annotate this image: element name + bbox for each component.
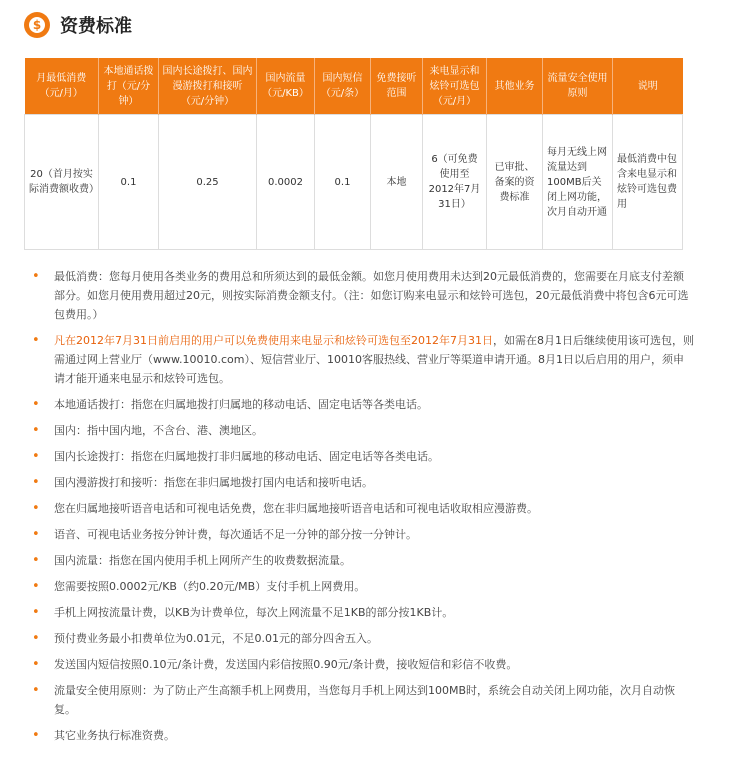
bullet-icon: • — [32, 579, 40, 594]
list-item: • 语音、可视电话业务按分钟计费，每次通话不足一分钟的部分按一分钟计。 — [32, 527, 417, 542]
list-item: • 流量安全使用原则：为了防止产生高额手机上网费用，当您每月手机上网达到100MB时，系统会自动关闭上网功能，次月自动恢复。 — [32, 683, 676, 716]
header-long-distance: 国内长途拨打、国内漫游拨打和接听（元/分钟） — [159, 58, 257, 115]
header-sms: 国内短信（元/条） — [315, 58, 371, 115]
list-item: • 其它业务执行标准资费。 — [32, 728, 175, 743]
list-item: • 本地通话拨打：指您在归属地拨打归属地的移动电话、固定电话等各类电话。 — [32, 397, 428, 412]
bullet-icon: • — [32, 269, 40, 284]
header-free-answer: 免费接听范围 — [371, 58, 423, 115]
list-item: • 国内漫游拨打和接听：指您在非归属地拨打国内电话和接听电话。 — [32, 475, 373, 490]
list-item: • 发送国内短信按照0.10元/条计费，发送国内彩信按照0.90元/条计费，接收短信和彩信不收费。 — [32, 657, 518, 672]
list-item: • 您需要按照0.0002元/KB（约0.20元/MB）支付手机上网费用。 — [32, 579, 366, 594]
list-item: • 最低消费：您每月使用各类业务的费用总和所须达到的最低金额。如您月使用费用未达到20元最低消费的，您需要在月底支付差额部分。如您月使用费用超过20元，则按实际消费金额支付。（注：如您订购来电显示和炫铃可选包，20元最低消费中将包含6元可选包费用。） — [32, 269, 689, 321]
list-item: • 国内长途拨打：指您在归属地拨打非归属地的移动电话、固定电话等各类电话。 — [32, 449, 439, 464]
notes-list — [24, 267, 694, 752]
cell-notes: 最低消费中包含来电显示和炫铃可选包费用 — [613, 115, 683, 250]
header-data: 国内流量（元/KB） — [257, 58, 315, 115]
list-item: • 凡在2012年7月31日前启用的用户可以免费使用来电显示和炫铃可选包至2012年7月31日，如需在8月1日后继续使用该可选包，则需通过网上营业厅（www.10010.com）、短信营业厅、10010客服热线、营业厅等渠道申请开通。8月1日以后启用的用户，须申请才能开通来电显示和炫铃可选包。 — [32, 333, 694, 385]
cell-other: 已审批、备案的资费标准 — [487, 115, 543, 250]
list-item: • 手机上网按流量计费，以KB为计费单位，每次上网流量不足1KB的部分按1KB计。 — [32, 605, 454, 620]
list-item: • 国内流量：指您在国内使用手机上网所产生的收费数据流量。 — [32, 553, 351, 568]
cell-sms: 0.1 — [315, 115, 371, 250]
page-header — [24, 10, 132, 40]
fee-table — [24, 58, 683, 250]
bullet-icon: • — [32, 683, 40, 698]
bullet-icon: • — [32, 728, 40, 743]
coin-dollar-icon — [24, 12, 50, 38]
cell-free-answer: 本地 — [371, 115, 423, 250]
bullet-icon: • — [32, 423, 40, 438]
page-title: 资费标准 — [60, 16, 132, 37]
cell-local-call: 0.1 — [99, 115, 159, 250]
header-notes: 说明 — [613, 58, 683, 115]
bullet-icon: • — [32, 501, 40, 516]
list-item: • 预付费业务最小扣费单位为0.01元，不足0.01元的部分四舍五入。 — [32, 631, 378, 646]
table-header-row — [25, 58, 683, 115]
header-local-call: 本地通话拨打（元/分钟） — [99, 58, 159, 115]
list-item: • 国内：指中国内地，不含台、港、澳地区。 — [32, 423, 263, 438]
bullet-icon: • — [32, 605, 40, 620]
cell-data: 0.0002 — [257, 115, 315, 250]
cell-min-fee: 20（首月按实际消费额收费） — [25, 115, 99, 250]
cell-long-distance: 0.25 — [159, 115, 257, 250]
bullet-icon: • — [32, 631, 40, 646]
bullet-icon: • — [32, 333, 40, 348]
bullet-icon: • — [32, 527, 40, 542]
cell-caller-id-pack: 6（可免费使用至2012年7月31日） — [423, 115, 487, 250]
list-item: • 您在归属地接听语音电话和可视电话免费，您在非归属地接听语音电话和可视电话收取相应漫游费。 — [32, 501, 538, 516]
bullet-icon: • — [32, 475, 40, 490]
header-data-safety: 流量安全使用原则 — [543, 58, 613, 115]
bullet-icon: • — [32, 553, 40, 568]
header-min-fee: 月最低消费（元/月） — [25, 58, 99, 115]
bullet-icon: • — [32, 449, 40, 464]
cell-data-safety: 每月无线上网流量达到100MB后关闭上网功能，次月自动开通 — [543, 115, 613, 250]
bullet-icon: • — [32, 397, 40, 412]
table-row — [25, 115, 683, 250]
highlight-text: 凡在2012年7月31日前启用的用户可以免费使用来电显示和炫铃可选包至2012年7月31日 — [54, 334, 493, 347]
header-caller-id-pack: 来电显示和炫铃可选包（元/月） — [423, 58, 487, 115]
header-other: 其他业务 — [487, 58, 543, 115]
bullet-icon: • — [32, 657, 40, 672]
